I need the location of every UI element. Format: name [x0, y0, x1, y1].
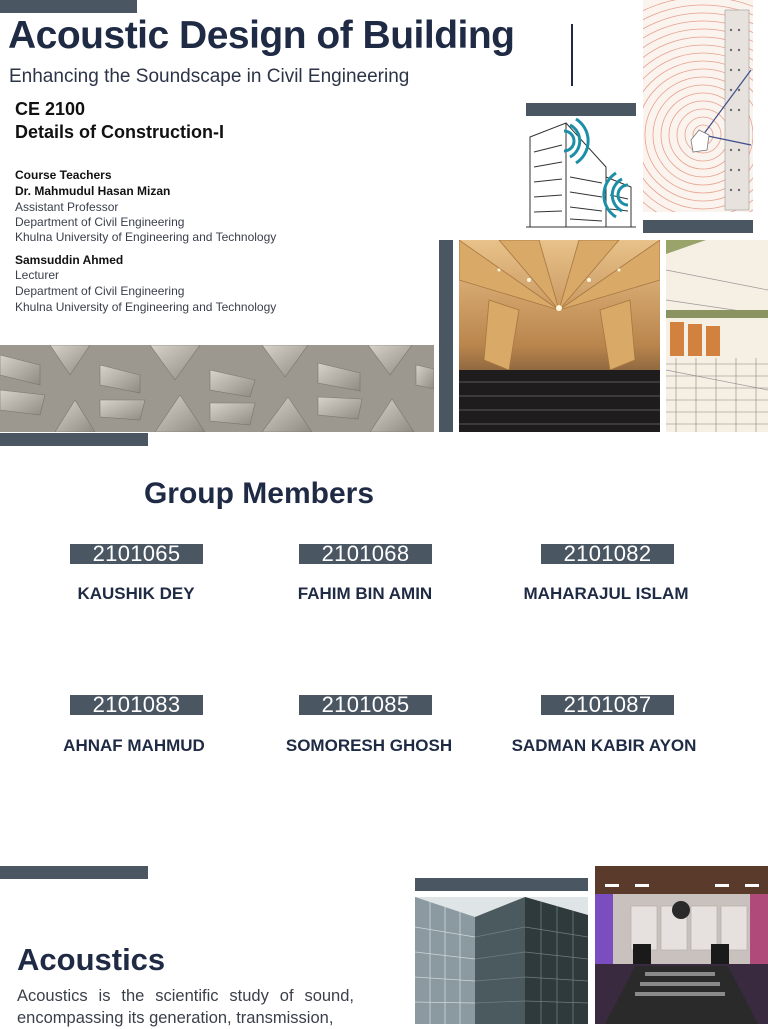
member-id-badge: 2101068 — [299, 544, 432, 564]
member-name: SADMAN KABIR AYON — [511, 736, 697, 755]
member-id-badge: 2101085 — [299, 695, 432, 715]
teachers-heading: Course Teachers — [15, 168, 112, 182]
acoustics-heading: Acoustics — [17, 942, 166, 977]
lecture-hall-sketch-image — [666, 240, 768, 432]
member-name: AHNAF MAHMUD — [63, 736, 205, 755]
teacher-name: Dr. Mahmudul Hasan Mizan — [15, 184, 171, 198]
accent-bar-sketch — [526, 103, 636, 116]
teacher-name: Samsuddin Ahmed — [15, 253, 124, 267]
member-name: MAHARAJUL ISLAM — [523, 584, 689, 603]
accent-bar-vertical — [439, 240, 453, 432]
member-id-badge: 2101082 — [541, 544, 674, 564]
sound-wave-diagram-image — [643, 0, 753, 212]
member-name: FAHIM BIN AMIN — [297, 584, 433, 603]
building-sketch-image — [526, 117, 636, 232]
sound-wave-icon — [564, 119, 628, 217]
course-name: Details of Construction-I — [15, 122, 225, 142]
title-divider — [571, 24, 573, 86]
accent-bar-building — [415, 878, 588, 891]
member-id-badge: 2101083 — [70, 695, 203, 715]
member-id-badge: 2101087 — [541, 695, 674, 715]
teacher-university: Khulna University of Engineering and Technology — [15, 300, 277, 314]
teacher-department: Department of Civil Engineering — [15, 215, 185, 229]
accent-bar-wave — [643, 220, 753, 233]
accent-bar-top-left — [0, 0, 137, 13]
page-title: Acoustic Design of Building — [8, 14, 515, 57]
accent-bar-foam — [0, 433, 148, 446]
glass-building-image — [415, 897, 588, 1024]
group-members-heading: Group Members — [143, 477, 375, 510]
recording-studio-image — [595, 866, 768, 1024]
teacher-designation: Lecturer — [15, 268, 60, 282]
member-name: KAUSHIK DEY — [77, 584, 195, 603]
auditorium-image — [459, 240, 660, 432]
teacher-university: Khulna University of Engineering and Technology — [15, 230, 277, 244]
member-id-badge: 2101065 — [70, 544, 203, 564]
acoustic-foam-image — [0, 345, 434, 432]
course-code: CE 2100 — [15, 99, 86, 119]
teacher-department: Department of Civil Engineering — [15, 284, 185, 298]
teacher-designation: Assistant Professor — [15, 200, 119, 214]
accent-bar-acoustics — [0, 866, 148, 879]
page-subtitle: Enhancing the Soundscape in Civil Engineering — [9, 66, 410, 87]
member-name: SOMORESH GHOSH — [285, 736, 453, 755]
acoustics-paragraph: Acoustics is the scientific study of sound, encompassing its generation, transmission, — [17, 987, 354, 1027]
